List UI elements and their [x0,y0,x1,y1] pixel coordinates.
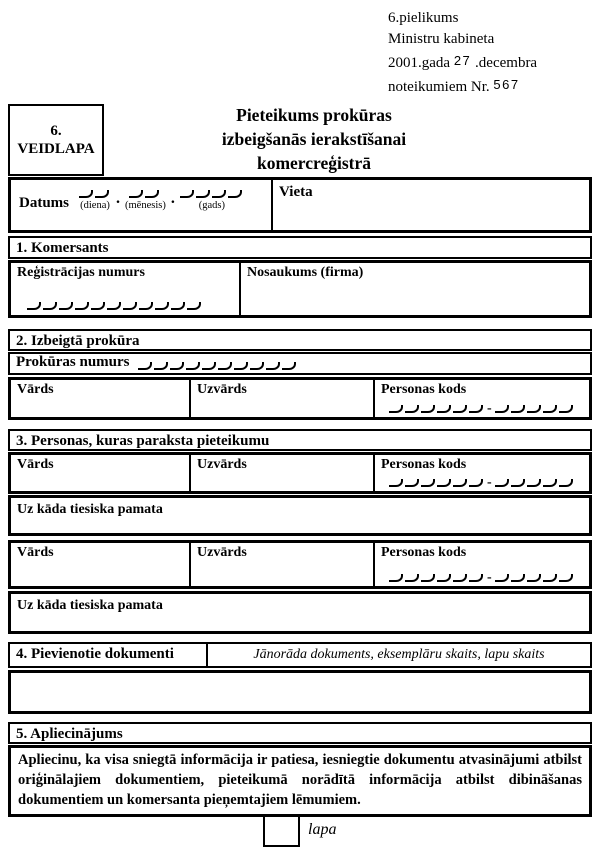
blank-digit-cell[interactable] [469,479,483,487]
blank-digit-cell[interactable] [495,574,509,582]
signer-1-legal-basis-cell[interactable] [8,495,592,536]
person-code-dash: - [487,401,492,416]
blank-digit-cell[interactable] [266,362,280,370]
blank-digit-cell[interactable] [437,405,451,413]
person-code-cell[interactable] [375,543,589,586]
first-name-cell[interactable] [11,380,191,417]
person-code-cells-right [495,574,575,582]
blank-digit-cell[interactable] [171,302,185,310]
blank-digit-cell[interactable] [527,405,541,413]
date-day-cells [79,190,111,198]
date-month-group[interactable] [125,190,166,212]
place-label: Vieta [279,184,313,200]
blank-digit-cell[interactable] [511,574,525,582]
registration-number-cells [17,302,233,310]
person-code-dash: - [487,475,492,490]
blank-digit-cell[interactable] [186,362,200,370]
last-name-cell[interactable] [191,455,375,491]
annex-line-3: 2001.gada 27 .decembra [388,53,538,71]
section-4-hint: Jānorāda dokuments, eksemplāru skaits, lapu skaits [253,647,545,662]
signer-2-legal-basis-cell[interactable] [8,591,592,634]
page-count-label: lapa [308,821,337,838]
blank-digit-cell[interactable] [453,574,467,582]
blank-digit-cell[interactable] [511,405,525,413]
section-5-header: 5. Apliecinājums [8,722,592,744]
blank-digit-cell[interactable] [511,479,525,487]
blank-digit-cell[interactable] [218,362,232,370]
blank-digit-cell[interactable] [543,479,557,487]
date-year-group[interactable] [180,190,244,212]
blank-digit-cell[interactable] [129,190,143,198]
blank-digit-cell[interactable] [559,479,573,487]
person-code-cell[interactable] [375,380,589,417]
blank-digit-cell[interactable] [453,479,467,487]
decree-day-value: 27 [453,53,472,68]
person-code-cells-right [495,479,575,487]
blank-digit-cell[interactable] [389,479,403,487]
annex-line-2: Ministru kabineta [388,31,495,47]
last-name-label: Uzvārds [197,545,247,560]
blank-digit-cell[interactable] [138,362,152,370]
date-day-group[interactable] [79,190,111,212]
blank-digit-cell[interactable] [495,479,509,487]
first-name-label: Vārds [17,382,54,397]
blank-digit-cell[interactable] [202,362,216,370]
prokura-number-row[interactable] [8,352,592,375]
decree-number-value: 567 [493,77,520,92]
blank-digit-cell[interactable] [196,190,210,198]
last-name-label: Uzvārds [197,457,247,472]
registration-number-cell[interactable] [11,263,241,315]
blank-digit-cell[interactable] [145,190,159,198]
person-code-cells-right [495,405,575,413]
blank-digit-cell[interactable] [389,405,403,413]
blank-digit-cell[interactable] [91,302,105,310]
blank-digit-cell[interactable] [421,405,435,413]
legal-basis-label: Uz kāda tiesiska pamata [17,502,163,517]
person-code-cell[interactable] [375,455,589,491]
documents-input-area[interactable] [8,670,592,714]
date-month-cells [129,190,161,198]
section-1-header: 1. Komersants [8,236,592,259]
date-separator: . [170,190,175,207]
annex-line-4: noteikumiem Nr. 567 [388,77,520,95]
signer-2-person-row [8,540,592,589]
blank-digit-cell[interactable] [495,405,509,413]
person-code-cells-left [389,479,485,487]
first-name-label: Vārds [17,545,54,560]
person-code-label: Personas kods [381,457,467,472]
company-name-cell[interactable] [241,263,589,315]
blank-digit-cell[interactable] [250,362,264,370]
first-name-label: Vārds [17,457,54,472]
blank-digit-cell[interactable] [405,405,419,413]
blank-digit-cell[interactable] [469,405,483,413]
date-year-caption: (gads) [198,200,225,211]
declaration-text: Apliecinu, ka visa sniegtā informācija ir patiesa, iesniegtie dokumentu atvasinājumi atbilst oriģinālajiem dokumentiem, pieteikumā norādītā informācija atbilst dibināšanas dokumentiem un komersanta pieņemtajiem lēmumiem. [8,745,592,817]
blank-digit-cell[interactable] [155,302,169,310]
form-badge-number: 6. [50,123,62,139]
blank-digit-cell[interactable] [139,302,153,310]
person-code-label: Personas kods [381,545,467,560]
page-title: Pieteikums prokūras izbeigšanās ierakstīšanai komercreģistrā [221,105,407,173]
blank-digit-cell[interactable] [170,362,184,370]
blank-digit-cell[interactable] [559,405,573,413]
registration-number-label: Reģistrācijas numurs [17,265,145,280]
last-name-label: Uzvārds [197,382,247,397]
blank-digit-cell[interactable] [469,574,483,582]
page-count-box[interactable] [263,815,300,847]
form-badge-label: VEIDLAPA [17,141,95,157]
prokura-number-cells [138,362,298,370]
blank-digit-cell[interactable] [527,574,541,582]
signer-1-person-row [8,452,592,494]
blank-digit-cell[interactable] [405,479,419,487]
blank-digit-cell[interactable] [79,190,93,198]
blank-digit-cell[interactable] [95,190,109,198]
first-name-cell[interactable] [11,455,191,491]
blank-digit-cell[interactable] [421,574,435,582]
form-badge [8,104,104,176]
blank-digit-cell[interactable] [212,190,226,198]
date-year-cells [180,190,244,198]
person-code-cells-left [389,574,485,582]
blank-digit-cell[interactable] [405,574,419,582]
date-label: Datums [19,195,70,211]
section-4-title: 4. Pievienotie dokumenti [10,644,208,666]
blank-digit-cell[interactable] [180,190,194,198]
person-code-label: Personas kods [381,382,467,397]
prokurist-person-row [8,377,592,420]
blank-digit-cell[interactable] [154,362,168,370]
section-4-header-row [8,642,592,668]
legal-basis-label: Uz kāda tiesiska pamata [17,598,163,613]
person-code-cells-left [389,405,485,413]
section-1-body [8,260,592,318]
place-cell[interactable] [273,180,589,230]
blank-digit-cell[interactable] [59,302,73,310]
blank-digit-cell[interactable] [123,302,137,310]
prokura-number-label: Prokūras numurs [16,354,130,370]
blank-digit-cell[interactable] [187,302,201,310]
blank-digit-cell[interactable] [228,190,242,198]
date-cell[interactable] [11,180,273,230]
date-separator: . [116,190,121,207]
last-name-cell[interactable] [191,543,375,586]
blank-digit-cell[interactable] [453,405,467,413]
blank-digit-cell[interactable] [107,302,121,310]
blank-digit-cell[interactable] [27,302,41,310]
blank-digit-cell[interactable] [389,574,403,582]
last-name-cell[interactable] [191,380,375,417]
section-3-header: 3. Personas, kuras paraksta pieteikumu [8,429,592,451]
date-place-table [8,177,592,233]
blank-digit-cell[interactable] [543,574,557,582]
annex-reference [388,8,537,98]
blank-digit-cell[interactable] [43,302,57,310]
section-2-header: 2. Izbeigtā prokūra [8,329,592,351]
date-day-caption: (diena) [80,200,110,211]
title-wrap [104,103,524,175]
blank-digit-cell[interactable] [421,479,435,487]
date-month-caption: (mēnesis) [125,200,166,211]
company-name-label: Nosaukums (firma) [247,265,364,280]
blank-digit-cell[interactable] [437,574,451,582]
blank-digit-cell[interactable] [75,302,89,310]
blank-digit-cell[interactable] [559,574,573,582]
blank-digit-cell[interactable] [527,479,541,487]
person-code-dash: - [487,570,492,585]
blank-digit-cell[interactable] [543,405,557,413]
blank-digit-cell[interactable] [282,362,296,370]
annex-line-1: 6.pielikums [388,10,459,26]
blank-digit-cell[interactable] [234,362,248,370]
first-name-cell[interactable] [11,543,191,586]
blank-digit-cell[interactable] [437,479,451,487]
